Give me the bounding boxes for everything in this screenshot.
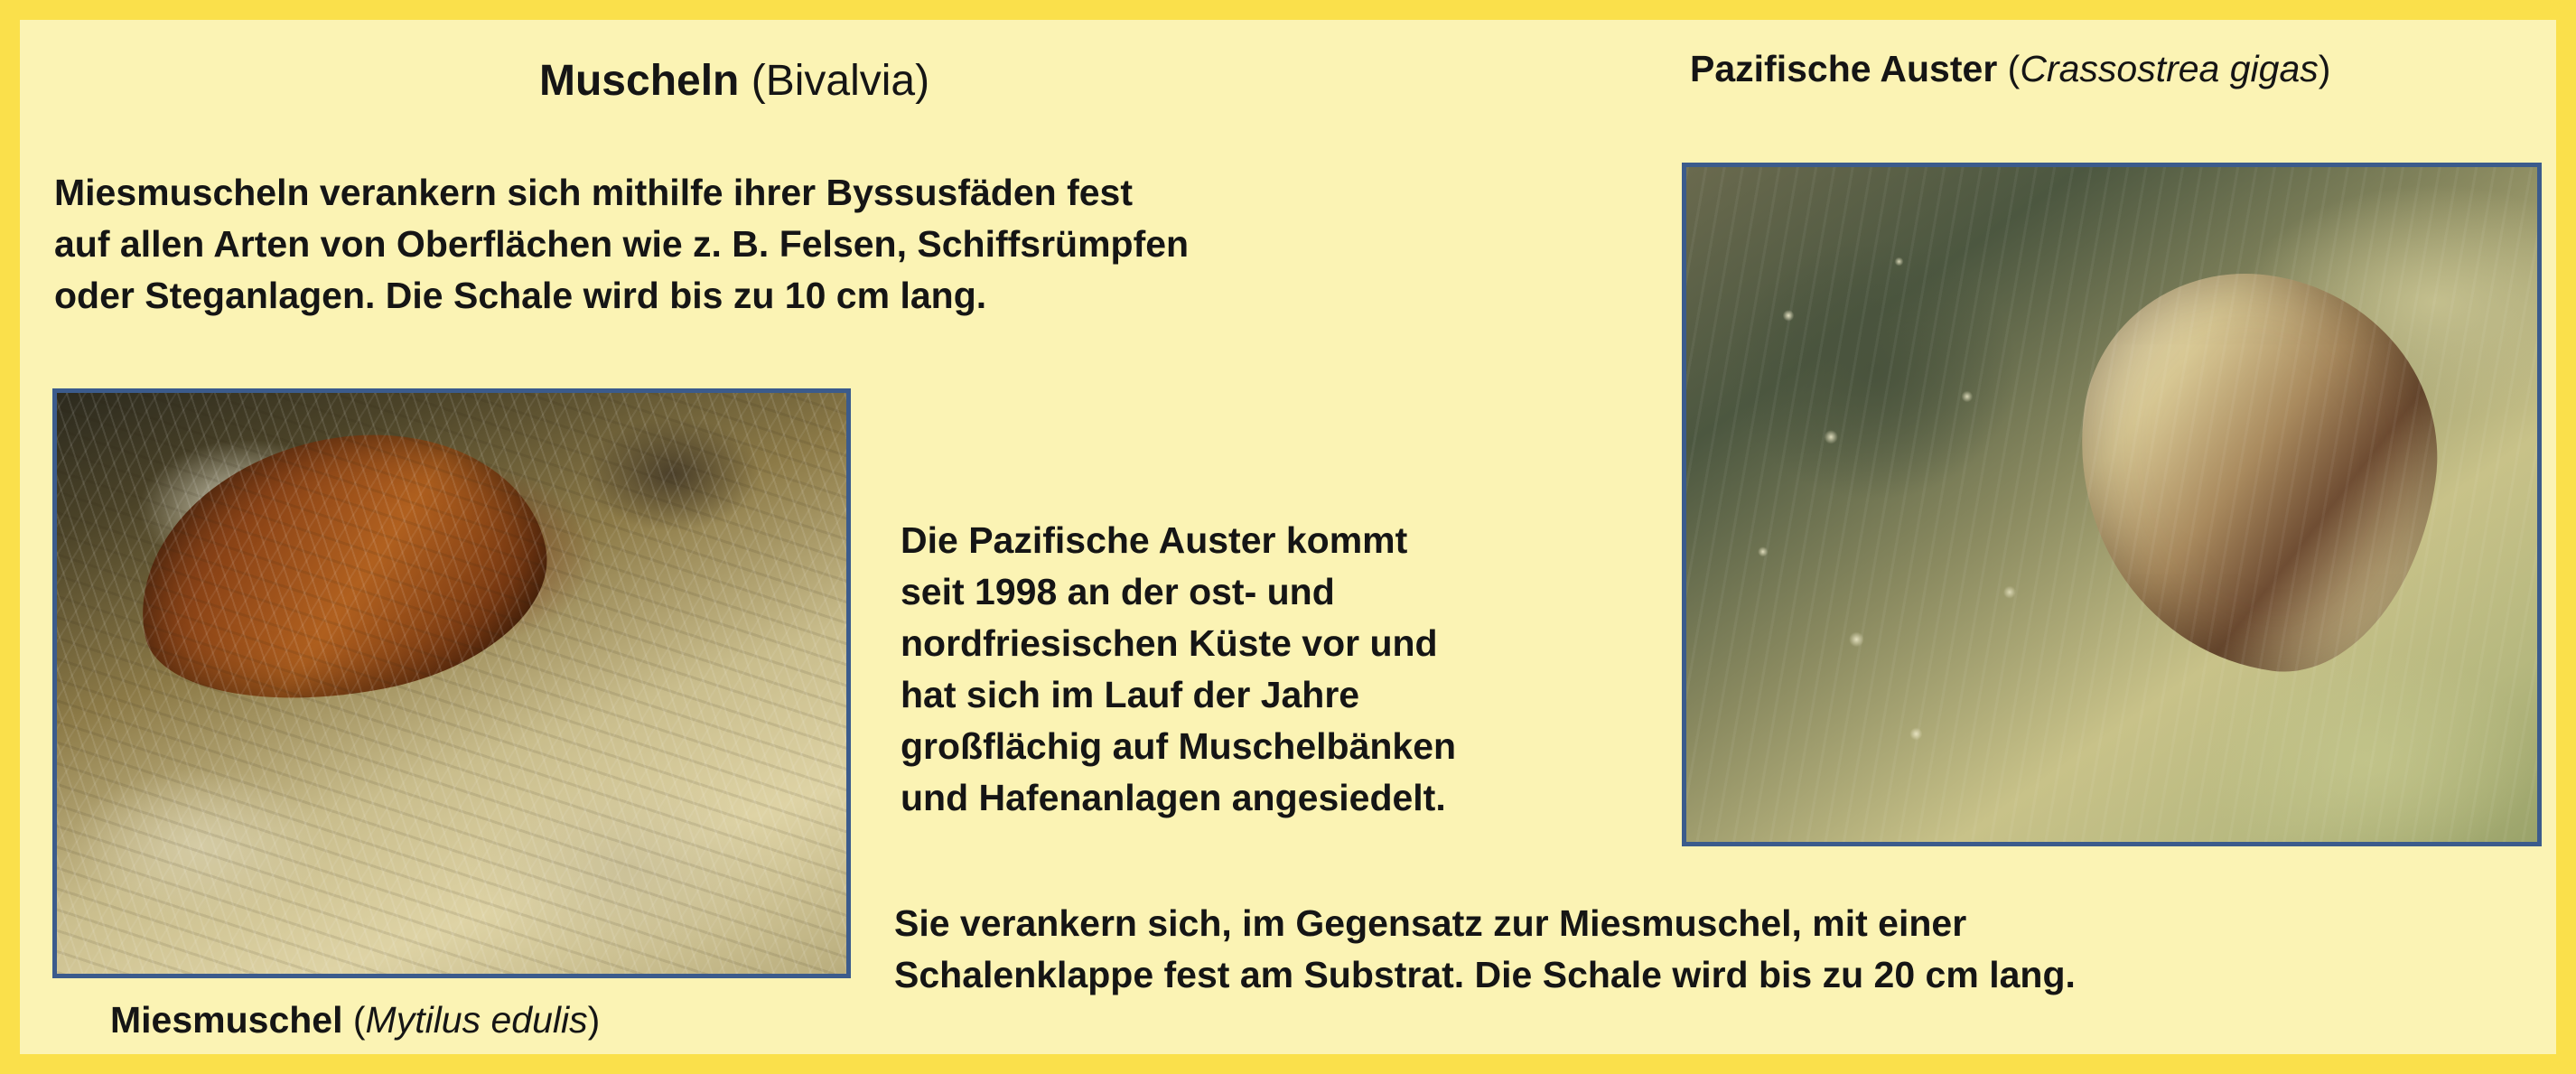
oyster-photo	[1682, 163, 2542, 846]
oyster-line: Die Pazifische Auster kommt	[901, 519, 1408, 561]
intro-line: oder Steganlagen. Die Schale wird bis zu 10 cm lang.	[54, 275, 987, 316]
intro-line: auf allen Arten von Oberflächen wie z. B. Felsen, Schiffsrümpfen	[54, 223, 1190, 265]
page-title-bold: Muscheln	[539, 57, 740, 105]
oyster-line: hat sich im Lauf der Jahre	[901, 674, 1360, 715]
mussel-photo-caption	[110, 999, 600, 1041]
mussel-caption-latin: Mytilus edulis	[365, 999, 588, 1041]
oyster-line: und Hafenanlagen angesiedelt.	[901, 777, 1446, 818]
page-title	[539, 56, 929, 106]
bottom-line: Sie verankern sich, im Gegensatz zur Miesmuschel, mit einer	[894, 902, 1967, 944]
oyster-paragraph	[901, 515, 1641, 824]
bottom-line: Schalenklappe fest am Substrat. Die Schale wird bis zu 20 cm lang.	[894, 954, 2076, 995]
bottom-paragraph	[894, 898, 2556, 1001]
intro-line: Miesmuscheln verankern sich mithilfe ihrer Byssusfäden fest	[54, 172, 1133, 213]
oyster-caption-open: (	[1997, 48, 2021, 89]
oyster-caption-latin: Crassostrea gigas	[2020, 48, 2319, 89]
mussel-photo	[52, 388, 851, 978]
mussel-caption-close: )	[587, 999, 601, 1041]
oyster-caption-close: )	[2318, 48, 2331, 89]
mussel-caption-open: (	[342, 999, 366, 1041]
page-title-paren: (Bivalvia)	[739, 57, 930, 105]
oyster-line: nordfriesischen Küste vor und	[901, 622, 1438, 664]
mussel-caption-name: Miesmuschel	[110, 999, 343, 1041]
oyster-caption-name: Pazifische Auster	[1690, 48, 1998, 89]
oyster-line: seit 1998 an der ost- und	[901, 571, 1335, 612]
intro-paragraph	[54, 167, 1608, 322]
oyster-photo-caption	[1690, 48, 2330, 90]
panel-content	[20, 20, 2556, 1054]
oyster-line: großflächig auf Muschelbänken	[901, 725, 1457, 767]
